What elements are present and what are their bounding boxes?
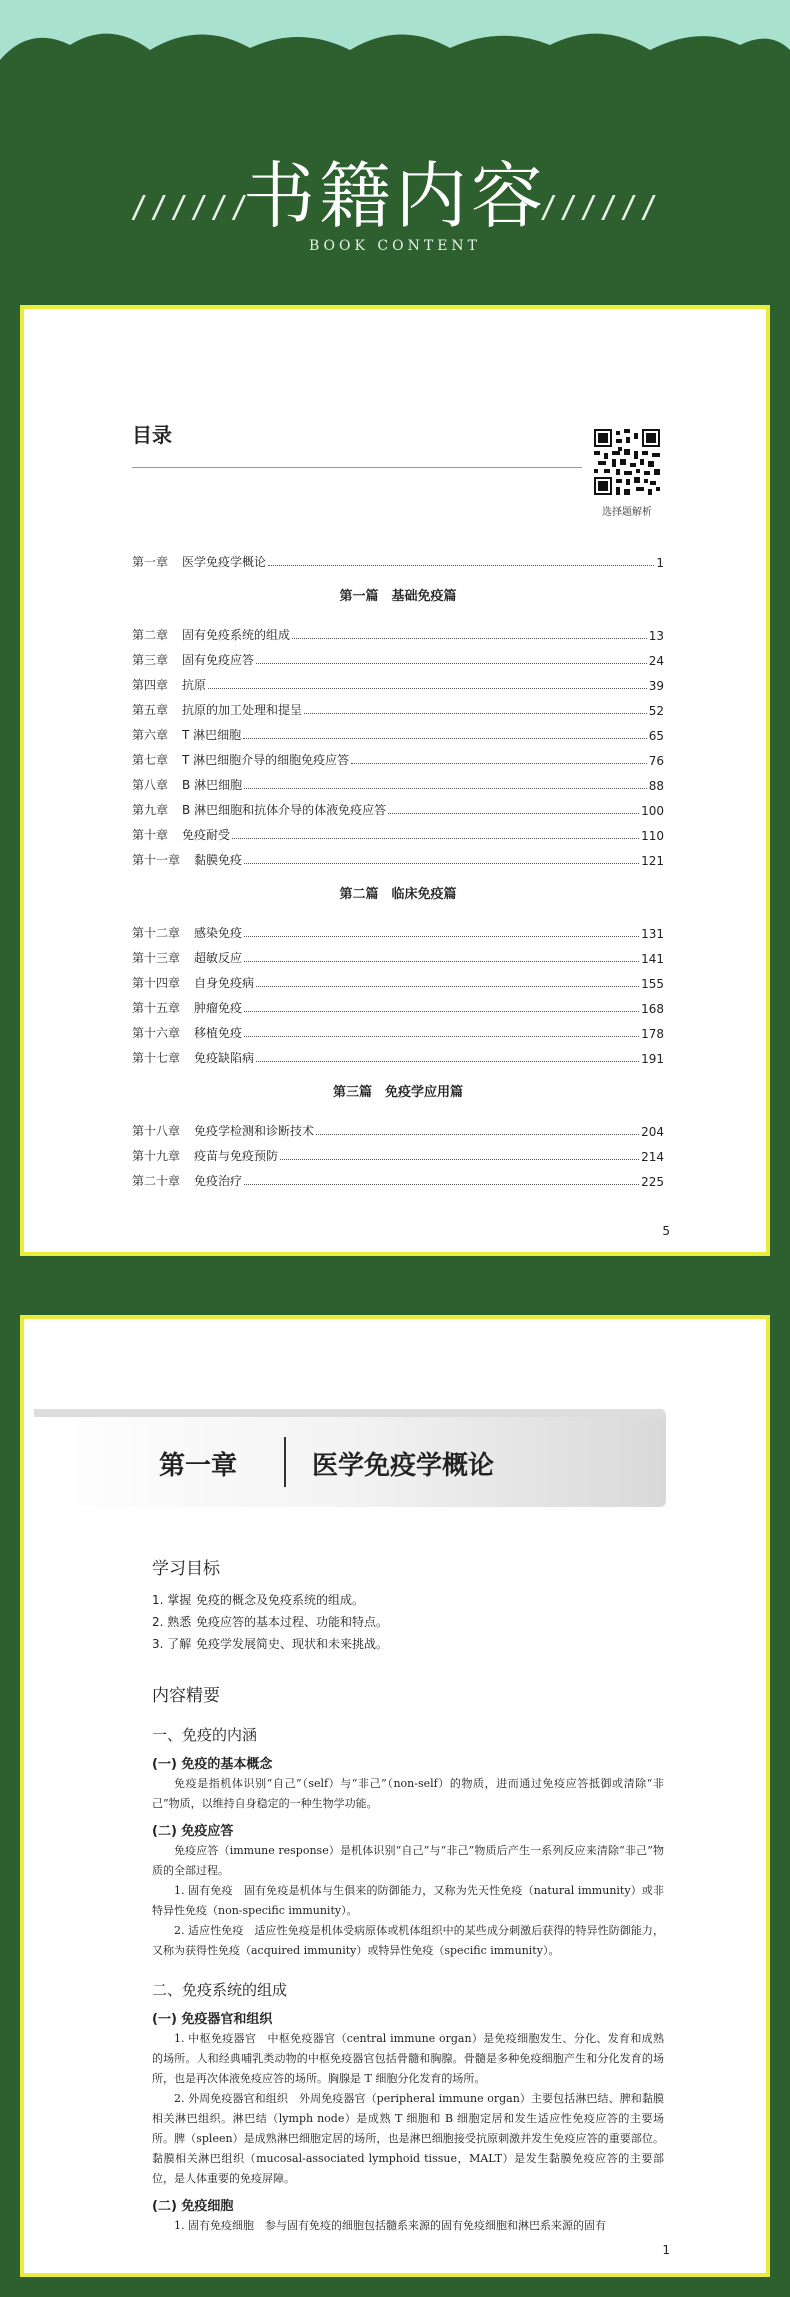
goal-text: 免疫应答的基本过程、功能和特点。 bbox=[196, 1615, 389, 1629]
toc-leader-dots bbox=[243, 738, 647, 739]
toc-page-number: 204 bbox=[641, 1125, 664, 1139]
toc-part-heading: 第二篇 临床免疫篇 bbox=[339, 886, 457, 902]
toc-page-number: 1 bbox=[656, 556, 664, 570]
book-content-header bbox=[0, 130, 790, 270]
toc-chapter-title: 免疫耐受 bbox=[182, 828, 231, 842]
goal-item bbox=[152, 1611, 664, 1633]
toc-chapter-title: 免疫学检测和诊断技术 bbox=[194, 1124, 315, 1138]
paragraph: 1. 固有免疫细胞 参与固有免疫的细胞包括髓系来源的固有免疫细胞和淋巴系来源的固有 bbox=[174, 2219, 606, 2232]
toc-chapter-number: 第十章 bbox=[132, 828, 169, 842]
toc-entry[interactable] bbox=[132, 793, 664, 818]
toc-page-number: 191 bbox=[641, 1052, 664, 1066]
toc-divider bbox=[132, 467, 582, 468]
toc-chapter-title: T 淋巴细胞介导的细胞免疫应答 bbox=[182, 753, 350, 767]
toc-leader-dots bbox=[244, 1184, 639, 1185]
toc-chapter-title: 固有免疫系统的组成 bbox=[182, 628, 291, 642]
toc-chapter-title: B 淋巴细胞和抗体介导的体液免疫应答 bbox=[182, 803, 387, 817]
page-number: 1 bbox=[662, 2243, 670, 2257]
toc-chapter-number: 第十四章 bbox=[132, 976, 181, 990]
toc-chapter-title: 免疫缺陷病 bbox=[194, 1051, 255, 1065]
toc-leader-dots bbox=[244, 961, 639, 962]
toc-list bbox=[132, 545, 664, 1189]
toc-part-heading: 第三篇 免疫学应用篇 bbox=[332, 1084, 463, 1100]
banner-subtitle: BOOK CONTENT bbox=[309, 238, 481, 254]
toc-chapter-title: 免疫治疗 bbox=[194, 1174, 243, 1188]
toc-chapter-number: 第十五章 bbox=[132, 1001, 181, 1015]
toc-chapter-title: 自身免疫病 bbox=[194, 976, 255, 990]
toc-page-number: 88 bbox=[648, 779, 664, 793]
toc-leader-dots bbox=[244, 936, 639, 937]
toc-leader-dots bbox=[256, 1061, 639, 1062]
paragraph: 1. 中枢免疫器官 中枢免疫器官（central immune organ）是免疫细胞发生、分化、发育和成熟的场所。人和经典哺乳类动物的中枢免疫器官包括骨髓和胸腺。骨髓是多种免疫细胞产生和分化发育的场所，也是再次体液免疫应答的场所。胸腺是 T 细胞分化发育的场所。 bbox=[152, 2032, 664, 2085]
toc-page-number: 76 bbox=[648, 754, 664, 768]
goal-label: 3. 了解 bbox=[152, 1637, 192, 1651]
toc-chapter-number: 第十六章 bbox=[132, 1026, 181, 1040]
toc-chapter-number: 第一章 bbox=[132, 555, 169, 569]
toc-page-number: 39 bbox=[648, 679, 664, 693]
toc-page-number: 155 bbox=[641, 977, 664, 991]
toc-entry[interactable] bbox=[132, 1041, 664, 1066]
toc-chapter-number: 第十九章 bbox=[132, 1149, 181, 1163]
toc-entry[interactable] bbox=[132, 818, 664, 843]
toc-page-number: 24 bbox=[648, 654, 664, 668]
toc-page-number: 52 bbox=[648, 704, 664, 718]
toc-chapter-title: 抗原 bbox=[182, 678, 207, 692]
toc-leader-dots bbox=[316, 1134, 639, 1135]
chapter-number: 第一章 bbox=[159, 1451, 238, 1481]
toc-entry[interactable] bbox=[132, 718, 664, 743]
goal-text: 免疫的概念及免疫系统的组成。 bbox=[196, 1593, 365, 1607]
toc-page-number: 121 bbox=[641, 854, 664, 868]
goal-item bbox=[152, 1633, 664, 1655]
toc-chapter-title: 疫苗与免疫预防 bbox=[194, 1149, 279, 1163]
qr-code-icon bbox=[594, 429, 660, 495]
toc-chapter-number: 第五章 bbox=[132, 703, 169, 717]
toc-page-number: 65 bbox=[648, 729, 664, 743]
paragraph: 2. 外周免疫器官和组织 外周免疫器官（peripheral immune organ）主要包括淋巴结、脾和黏膜相关淋巴组织。淋巴结（lymph node）是成熟 T 细胞和 B 细胞定居和发生适应性免疫应答的主要场所。脾（spleen）是成熟淋巴细胞定居的场所，也是淋巴细胞接受抗原刺激并发生免疫应答的重要部位。黏膜相关淋巴组织（mucosal-associated lymphoid tissue，MALT）是发生黏膜免疫应答的主要部位，是人体重要的免疫屏障。 bbox=[152, 2092, 664, 2185]
slash-decoration-right: ////// bbox=[539, 190, 660, 225]
goal-item bbox=[152, 1589, 664, 1611]
chapter-content bbox=[152, 1554, 664, 2236]
toc-entry[interactable] bbox=[132, 768, 664, 793]
toc-page-number: 131 bbox=[641, 927, 664, 941]
paragraph: 1. 固有免疫 固有免疫是机体与生俱来的防御能力，又称为先天性免疫（natural immunity）或非特异性免疫（non-specific immunity）。 bbox=[152, 1884, 664, 1917]
goal-label: 1. 掌握 bbox=[152, 1593, 192, 1607]
page-number: 5 bbox=[662, 1224, 670, 1238]
toc-entry[interactable] bbox=[132, 668, 664, 693]
toc-leader-dots bbox=[232, 838, 639, 839]
toc-entry[interactable] bbox=[132, 643, 664, 668]
toc-leader-dots bbox=[304, 713, 647, 714]
toc-chapter-title: T 淋巴细胞 bbox=[182, 728, 242, 742]
toc-chapter-number: 第十三章 bbox=[132, 951, 181, 965]
toc-chapter-number: 第二章 bbox=[132, 628, 169, 642]
subsection-heading: (一) 免疫的基本概念 bbox=[152, 1757, 273, 1772]
qr-code-label: 选择题解析 bbox=[602, 507, 652, 518]
toc-page-number: 100 bbox=[641, 804, 664, 818]
toc-leader-dots bbox=[268, 565, 654, 566]
toc-part-heading: 第一篇 基础免疫篇 bbox=[339, 588, 457, 604]
toc-entry[interactable] bbox=[132, 966, 664, 991]
goal-text: 免疫学发展简史、现状和未来挑战。 bbox=[196, 1637, 389, 1651]
chapter-page bbox=[20, 1315, 770, 2277]
toc-chapter-number: 第十八章 bbox=[132, 1124, 181, 1138]
toc-chapter-title: 超敏反应 bbox=[194, 951, 243, 965]
toc-entry[interactable] bbox=[132, 618, 664, 643]
toc-leader-dots bbox=[280, 1159, 639, 1160]
toc-chapter-number: 第九章 bbox=[132, 803, 169, 817]
chapter-banner bbox=[34, 1409, 666, 1507]
toc-page-number: 225 bbox=[641, 1175, 664, 1189]
toc-entry[interactable] bbox=[132, 693, 664, 718]
toc-chapter-title: 肿瘤免疫 bbox=[194, 1001, 243, 1015]
toc-chapter-number: 第十一章 bbox=[132, 853, 181, 867]
goals-heading: 学习目标 bbox=[152, 1559, 220, 1579]
toc-page-number: 110 bbox=[641, 829, 664, 843]
toc-chapter-title: 黏膜免疫 bbox=[194, 853, 243, 867]
goal-label: 2. 熟悉 bbox=[152, 1615, 192, 1629]
toc-chapter-title: 固有免疫应答 bbox=[182, 653, 255, 667]
toc-chapter-number: 第四章 bbox=[132, 678, 169, 692]
subsection-heading: (二) 免疫细胞 bbox=[152, 2199, 234, 2214]
paragraph: 2. 适应性免疫 适应性免疫是机体受病原体或机体组织中的某些成分刺激后获得的特异性防御能力，又称为获得性免疫（acquired immunity）或特异性免疫（specific immunity）。 bbox=[152, 1924, 664, 1957]
toc-chapter-number: 第三章 bbox=[132, 653, 169, 667]
toc-heading: 目录 bbox=[132, 423, 172, 447]
toc-chapter-number: 第二十章 bbox=[132, 1174, 181, 1188]
chapter-separator bbox=[284, 1437, 286, 1487]
hills-decoration bbox=[0, 20, 790, 140]
banner-title: 书籍内容 bbox=[242, 154, 547, 238]
toc-page-number: 178 bbox=[641, 1027, 664, 1041]
toc-entry[interactable] bbox=[132, 1139, 664, 1164]
toc-chapter-number: 第十二章 bbox=[132, 926, 181, 940]
toc-page-number: 13 bbox=[648, 629, 664, 643]
toc-chapter-number: 第十七章 bbox=[132, 1051, 181, 1065]
toc-chapter-number: 第八章 bbox=[132, 778, 169, 792]
toc-entry[interactable] bbox=[132, 545, 664, 570]
slash-decoration-left: ////// bbox=[130, 190, 251, 225]
toc-page-number: 214 bbox=[641, 1150, 664, 1164]
toc-entry[interactable] bbox=[132, 843, 664, 868]
summary-heading: 内容精要 bbox=[152, 1686, 220, 1706]
toc-leader-dots bbox=[244, 863, 639, 864]
toc-entry[interactable] bbox=[132, 1016, 664, 1041]
toc-leader-dots bbox=[351, 763, 647, 764]
toc-chapter-title: 感染免疫 bbox=[194, 926, 243, 940]
toc-leader-dots bbox=[256, 663, 647, 664]
toc-leader-dots bbox=[208, 688, 647, 689]
paragraph: 免疫是指机体识别“自己”（self）与“非己”（non-self）的物质，进而通过免疫应答抵御或清除“非己”物质，以维持自身稳定的一种生物学功能。 bbox=[152, 1777, 664, 1810]
toc-entry[interactable] bbox=[132, 941, 664, 966]
subsection-heading: (一) 免疫器官和组织 bbox=[152, 2012, 273, 2027]
toc-entry[interactable] bbox=[132, 743, 664, 768]
toc-page-number: 168 bbox=[641, 1002, 664, 1016]
toc-leader-dots bbox=[244, 1036, 639, 1037]
toc-chapter-number: 第六章 bbox=[132, 728, 169, 742]
toc-chapter-number: 第七章 bbox=[132, 753, 169, 767]
toc-leader-dots bbox=[244, 1011, 639, 1012]
toc-page bbox=[20, 305, 770, 1256]
toc-chapter-title: 医学免疫学概论 bbox=[182, 555, 267, 569]
toc-leader-dots bbox=[256, 986, 639, 987]
toc-entry[interactable] bbox=[132, 1164, 664, 1189]
section-heading: 一、免疫的内涵 bbox=[152, 1726, 258, 1744]
toc-entry[interactable] bbox=[132, 1114, 664, 1139]
toc-chapter-title: 移植免疫 bbox=[194, 1026, 243, 1040]
toc-leader-dots bbox=[244, 788, 647, 789]
toc-page-number: 141 bbox=[641, 952, 664, 966]
toc-leader-dots bbox=[388, 813, 639, 814]
paragraph: 免疫应答（immune response）是机体识别“自己”与“非己”物质后产生一系列反应来清除“非己”物质的全部过程。 bbox=[152, 1844, 664, 1877]
chapter-title: 医学免疫学概论 bbox=[312, 1451, 495, 1481]
toc-chapter-title: B 淋巴细胞 bbox=[182, 778, 243, 792]
toc-entry[interactable] bbox=[132, 916, 664, 941]
toc-entry[interactable] bbox=[132, 991, 664, 1016]
subsection-heading: (二) 免疫应答 bbox=[152, 1824, 234, 1839]
section-heading: 二、免疫系统的组成 bbox=[152, 1981, 288, 1999]
toc-chapter-title: 抗原的加工处理和提呈 bbox=[182, 703, 303, 717]
toc-leader-dots bbox=[292, 638, 647, 639]
